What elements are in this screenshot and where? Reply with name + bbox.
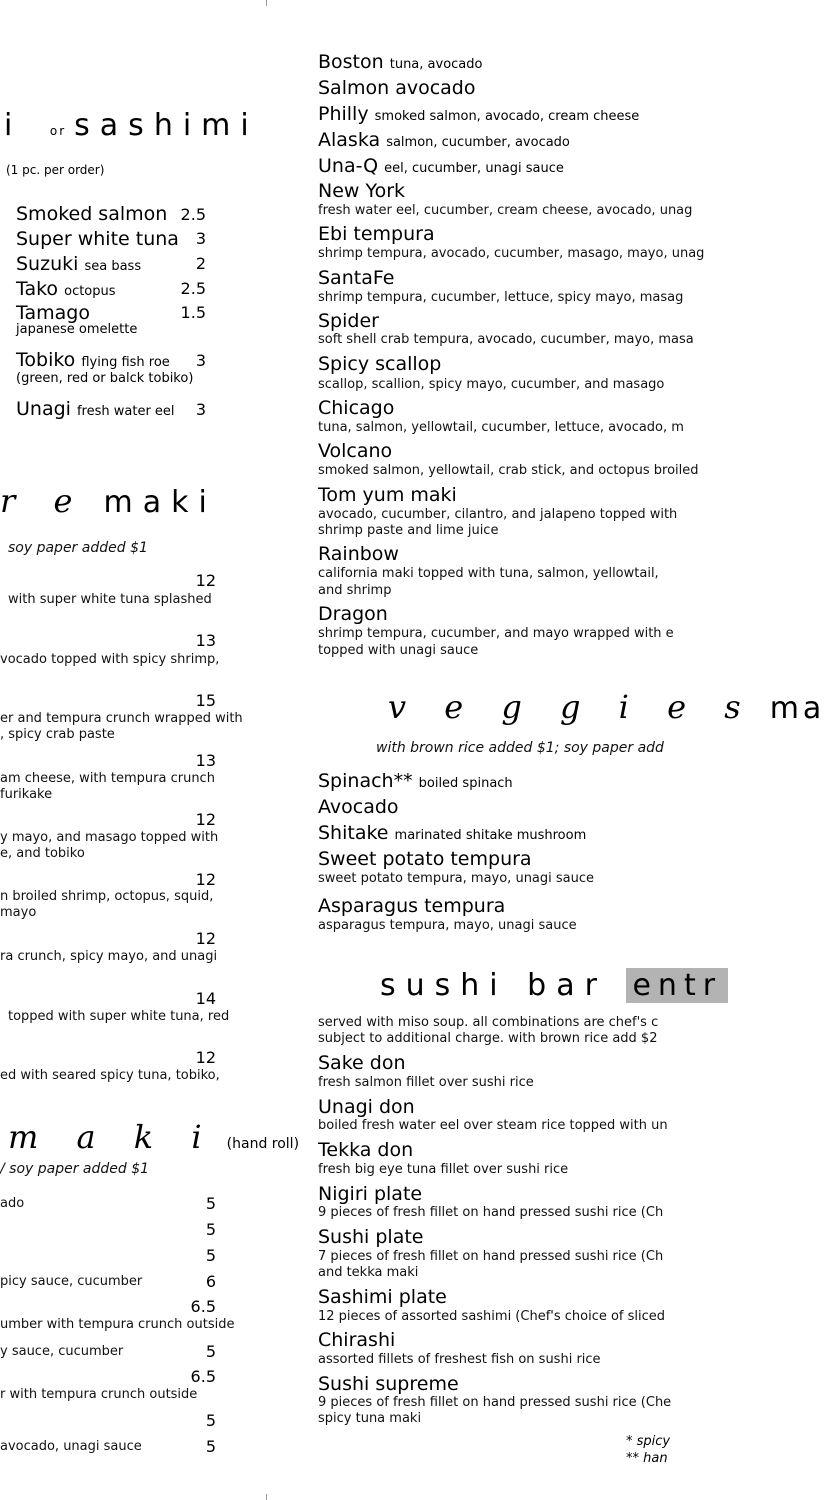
veggies-heading (388, 688, 825, 726)
heading-highlight: entr (626, 968, 728, 1003)
item-desc: shrimp tempura, avocado, cucumber, masago, mayo, unag (318, 246, 705, 261)
menu-item (318, 155, 564, 177)
item-desc: y mayo, and masago topped with (0, 830, 219, 845)
item-desc: ra crunch, spicy mayo, and unagi (0, 949, 218, 964)
item-desc: n broiled shrimp, octopus, squid, (0, 889, 214, 904)
heading-word: maki (103, 485, 217, 520)
hand-roll-note: / soy paper added $1 (0, 1161, 150, 1177)
heading-script: v e g g i e s (388, 688, 755, 726)
item-desc: 12 pieces of assorted sashimi (Chef's choice of sliced (318, 1309, 666, 1324)
footnote-hand: ** han (626, 1451, 668, 1466)
item-name: Super white tuna (16, 228, 179, 250)
item-name: Chirashi (318, 1329, 396, 1351)
item-name: Tom yum maki (318, 484, 457, 506)
item-name: Dragon (318, 603, 388, 625)
item-name: Spinach** (318, 770, 413, 792)
heading-word: sashimi (74, 108, 259, 143)
entree-heading (380, 968, 728, 1003)
item-name: Sake don (318, 1052, 406, 1074)
item-desc: 9 pieces of fresh fillet on hand pressed sushi rice (Ch (318, 1205, 664, 1220)
item-desc: ado (0, 1196, 25, 1211)
item-name: Unagi (16, 398, 71, 420)
item-name: Ebi tempura (318, 223, 435, 245)
item-name: Spicy scallop (318, 353, 442, 375)
item-name: Boston (318, 51, 384, 73)
item-desc: scallop, scallion, spicy mayo, cucumber, and masago (318, 377, 665, 392)
heading-fragment: i (4, 108, 23, 143)
item-name: Avocado (318, 796, 399, 818)
item-desc: fresh big eye tuna fillet over sushi rice (318, 1162, 569, 1177)
item-price: 12 (195, 1048, 216, 1067)
menu-item (318, 51, 482, 73)
item-desc: fresh salmon fillet over sushi rice (318, 1075, 534, 1090)
item-name: Sushi supreme (318, 1373, 459, 1395)
item-name: Volcano (318, 440, 393, 462)
menu-item (318, 796, 399, 818)
item-desc: mayo (0, 905, 37, 920)
item-name: Shitake (318, 822, 389, 844)
item-price: 5 (205, 1342, 216, 1361)
item-desc: 7 pieces of fresh fillet on hand pressed sushi rice (Ch (318, 1249, 664, 1264)
entree-intro: subject to additional charge. with brown rice add $2 (318, 1031, 658, 1046)
heading-word: ma (769, 691, 825, 726)
item-price: 12 (195, 929, 216, 948)
item-price: 6.5 (190, 1367, 216, 1386)
item-name: Tamago (16, 302, 90, 324)
item-name: Unagi don (318, 1096, 415, 1118)
right-column (318, 0, 825, 1500)
item-note: octopus (64, 284, 116, 299)
item-desc: furikake (0, 787, 53, 802)
item-desc: shrimp tempura, cucumber, lettuce, spicy mayo, masag (318, 290, 684, 305)
item-desc: fresh water eel, cucumber, cream cheese, avocado, unag (318, 203, 693, 218)
item-desc: avocado, cucumber, cilantro, and jalapeno topped with (318, 507, 678, 522)
item-note: fresh water eel (76, 404, 175, 419)
item-desc: and tekka maki (318, 1265, 419, 1280)
item-price: 5 (205, 1437, 216, 1456)
menu-item (16, 228, 179, 250)
item-desc: boiled spinach (418, 776, 513, 791)
entree-intro: served with miso soup. all combinations are chef's c (318, 1015, 659, 1030)
item-desc: soft shell crab tempura, avocado, cucumber, mayo, masa (318, 332, 694, 347)
menu-item (16, 253, 141, 275)
item-price: 12 (195, 810, 216, 829)
crop-mark-top (266, 0, 267, 6)
crop-mark-bottom (266, 1494, 267, 1500)
item-desc: with super white tuna splashed (8, 592, 212, 607)
item-desc: vocado topped with spicy shrimp, (0, 652, 220, 667)
item-price: 2.5 (180, 205, 206, 224)
menu-item (318, 103, 639, 125)
item-name: Chicago (318, 397, 395, 419)
menu-item (16, 203, 167, 225)
item-price: 15 (195, 691, 216, 710)
heading-or: or (49, 124, 67, 138)
item-note: japanese omelette (16, 322, 138, 337)
signature-heading (0, 482, 217, 520)
footnote-spicy: * spicy (626, 1434, 671, 1449)
item-name: Sushi plate (318, 1226, 424, 1248)
item-desc: california maki topped with tuna, salmon, yellowtail, (318, 566, 659, 581)
item-desc: assorted fillets of freshest fish on sushi rice (318, 1352, 601, 1367)
item-price: 6.5 (190, 1297, 216, 1316)
menu-item (318, 77, 475, 99)
item-name: Una-Q (318, 155, 379, 177)
item-name: Suzuki (16, 253, 79, 275)
item-price: 2.5 (180, 279, 206, 298)
item-price: 3 (195, 229, 206, 248)
item-price: 3 (195, 351, 206, 370)
item-price: 2 (195, 254, 206, 273)
heading-word: sushi bar (380, 968, 607, 1003)
item-name: Tekka don (318, 1139, 414, 1161)
item-name: Spider (318, 310, 379, 332)
item-price: 13 (195, 751, 216, 770)
item-desc: smoked salmon, yellowtail, crab stick, and octopus broiled (318, 463, 699, 478)
hand-roll-heading (8, 1118, 299, 1156)
item-name: Salmon avocado (318, 77, 476, 99)
item-name: Tobiko (16, 349, 76, 371)
item-desc: am cheese, with tempura crunch (0, 771, 215, 786)
item-desc: shrimp tempura, cucumber, and mayo wrapped with e (318, 626, 674, 641)
item-desc: smoked salmon, avocado, cream cheese (374, 109, 640, 124)
item-desc: tuna, salmon, yellowtail, cucumber, lettuce, avocado, m (318, 420, 684, 435)
item-name: Smoked salmon (16, 203, 168, 225)
item-price: 12 (195, 571, 216, 590)
item-price: 14 (195, 989, 216, 1008)
item-desc: y sauce, cucumber (0, 1344, 124, 1359)
item-price: 12 (195, 870, 216, 889)
item-desc: r with tempura crunch outside (0, 1387, 198, 1402)
item-desc: avocado, unagi sauce (0, 1439, 142, 1454)
item-name: New York (318, 180, 406, 202)
item-desc: marinated shitake mushroom (394, 828, 587, 843)
item-name: Sweet potato tempura (318, 848, 532, 870)
item-desc: 9 pieces of fresh fillet on hand pressed sushi rice (Che (318, 1395, 672, 1410)
sashimi-heading (4, 108, 259, 143)
veggies-note: with brown rice added $1; soy paper add (376, 740, 664, 756)
item-note: flying fish roe (81, 355, 170, 370)
menu-item (16, 278, 116, 300)
menu-item (318, 129, 570, 151)
sashimi-subtitle: (1 pc. per order) (6, 163, 105, 177)
item-desc: er and tempura crunch wrapped with (0, 711, 243, 726)
item-name: Alaska (318, 129, 381, 151)
item-desc: topped with super white tuna, red (8, 1009, 230, 1024)
item-desc: tuna, avocado (389, 57, 483, 72)
item-name: Philly (318, 103, 369, 125)
item-desc: umber with tempura crunch outside (0, 1317, 235, 1332)
menu-item (318, 770, 513, 792)
item-price: 5 (205, 1246, 216, 1265)
item-name: Rainbow (318, 543, 399, 565)
item-desc: spicy tuna maki (318, 1411, 422, 1426)
heading-script: r e (0, 482, 87, 520)
item-desc: and shrimp (318, 583, 392, 598)
item-name: SantaFe (318, 267, 395, 289)
item-desc: , spicy crab paste (0, 727, 115, 742)
item-price: 5 (205, 1220, 216, 1239)
item-price: 3 (195, 400, 206, 419)
item-name: Sashimi plate (318, 1286, 447, 1308)
menu-item (16, 398, 175, 420)
item-desc: asparagus tempura, mayo, unagi sauce (318, 918, 577, 933)
item-price: 5 (205, 1194, 216, 1213)
item-note: (green, red or balck tobiko) (16, 371, 194, 386)
menu-item (16, 302, 90, 324)
item-name: Asparagus tempura (318, 895, 506, 917)
item-desc: sweet potato tempura, mayo, unagi sauce (318, 871, 595, 886)
item-desc: boiled fresh water eel over steam rice topped with un (318, 1118, 668, 1133)
item-desc: salmon, cucumber, avocado (386, 135, 570, 150)
item-desc: picy sauce, cucumber (0, 1274, 143, 1289)
item-note: sea bass (84, 259, 142, 274)
item-desc: e, and tobiko (0, 846, 85, 861)
menu-item (318, 822, 586, 844)
menu-item (16, 349, 170, 371)
item-name: Tako (16, 278, 59, 300)
heading-subtitle: (hand roll) (226, 1136, 300, 1152)
item-price: 6 (205, 1272, 216, 1291)
item-price: 1.5 (180, 303, 206, 322)
item-name: Nigiri plate (318, 1183, 423, 1205)
heading-script: m a k i (8, 1118, 216, 1156)
item-price: 13 (195, 631, 216, 650)
signature-note: soy paper added $1 (8, 540, 148, 556)
item-desc: eel, cucumber, unagi sauce (384, 161, 564, 176)
item-desc: shrimp paste and lime juice (318, 523, 499, 538)
item-desc: topped with unagi sauce (318, 643, 479, 658)
item-price: 5 (205, 1411, 216, 1430)
item-desc: ed with seared spicy tuna, tobiko, (0, 1068, 220, 1083)
